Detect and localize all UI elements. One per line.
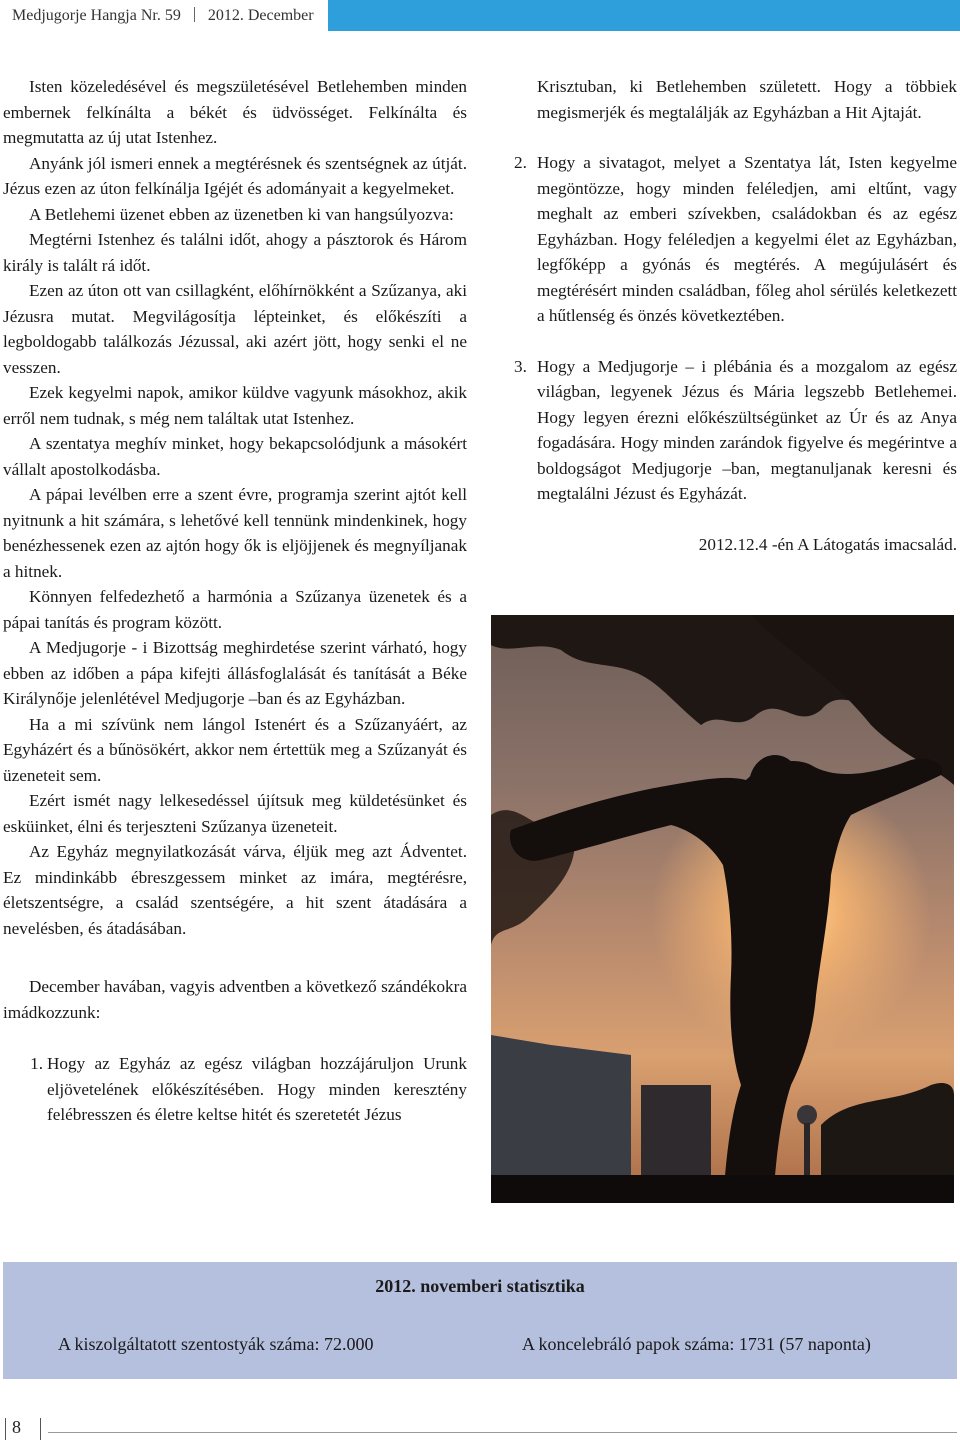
paragraph: Az Egyház megnyilatkozását várva, éljük meg azt Ádventet. Ez mindinkább ébreszgessem minket az imára, megtérésre, életszentségre, a család szentségére, a hit szent átadására a nevelésben, és átadásában. [3, 842, 467, 938]
signature-date: 2012.12.4 -én A Látogatás imacsalád. [698, 534, 957, 554]
paragraph: Megtérni Istenhez és találni időt, ahogy a pásztorok és Három király is talált rá időt. [3, 230, 467, 275]
paragraph: Ezek kegyelmi napok, amikor küldve vagyunk másokhoz, akik erről nem tudnak, s még nem találtak utat Istenhez. [3, 383, 467, 428]
intention-1-continuation: Krisztuban, ki Betlehemben született. Hogy a többiek megismerjék és megtalálják az Egyházban a Hit Ajtaját. [537, 77, 957, 122]
paragraph: Ezen az úton ott van csillagként, előhírnökként a Szűzanya, aki Jézusra mutat. Megvilágosítja lépteinket, és előkészíti a legboldogabb találkozás Jézussal, aki azért jött, hogy senki el ne vesszen. [3, 281, 467, 377]
paragraph: Ezért ismét nagy lelkesedéssel újítsuk meg küldetésünket és esküinket, élni és terjeszteni Szűzanya üzeneteit. [3, 791, 467, 836]
running-header [0, 0, 328, 31]
paragraph: A szentatya meghív minket, hogy bekapcsolódjunk a másokért vállalt apostolkodásba. [3, 434, 467, 479]
paragraph: A Medjugorje - i Bizottság meghirdetése szerint várható, hogy ebben az időben a pápa kifejti állásfoglalását és tanítását a Béke Királynője jelenlétével Medjugorje –ban és az Egyházban. [3, 638, 467, 708]
right-column [514, 74, 957, 557]
intentions-intro: December havában, vagyis adventben a következő szándékokra imádkozzunk: [3, 977, 467, 1022]
footer-bar-left [5, 1418, 6, 1440]
priests-stat: A koncelebráló papok száma: 1731 (57 naponta) [522, 1334, 871, 1354]
left-column [3, 74, 467, 1128]
communions-stat: A kiszolgáltatott szentostyák száma: 72.000 [58, 1334, 374, 1354]
statistics-box [3, 1262, 957, 1379]
page-number: 8 [12, 1417, 21, 1437]
paragraph: Anyánk jól ismeri ennek a megtérésnek és szentségnek az útját. Jézus ezen az úton felkínálja Igéjét és adományait a kegyelmeket. [3, 153, 467, 198]
paragraph: Isten közeledésével és megszületésével Betlehemben minden embernek felkínálta a békét és üdvösséget. Felkínálta és megmutatta az új utat Istenhez. [3, 77, 467, 147]
crucifix-sunset-photo [491, 615, 954, 1203]
footer-bar-right [40, 1418, 41, 1440]
intention-number: 3. [514, 356, 527, 376]
intention-number: 1. [30, 1054, 43, 1073]
header-separator [194, 7, 195, 22]
intention-text: Hogy a sivatagot, melyet a Szentatya lát, Isten kegyelme megöntözze, hogy minden feléledjen, ami eltűnt, vagy meghalt az emberi szívekben, családokban és az egész Egyházban. Hogy feléledjen a kegyelmi élet az Egyházban, legfőképp a gyónás és megtérés. A megújulásért és megtérésért minden családban, főleg ahol sérülés keletkezett a hűtlenség és önzés következtében. [537, 153, 957, 325]
intention-item-2 [514, 150, 957, 329]
paragraph: Ha a mi szívünk nem lángol Istenért és a Szűzanyáért, az Egyházért és a bűnösökért, akkor nem értettük meg a Szűzanyát és üzeneteit sem. [3, 714, 467, 785]
intention-item-3 [514, 354, 957, 507]
paragraph: A Betlehemi üzenet ebben az üzenetben ki van hangsúlyozva: [29, 204, 454, 224]
intention-text: Hogy az Egyház az egész világban hozzájáruljon Urunk eljövetelének előkészítésében. Hogy minden keresztény felébresszen és életre keltse hitét és szeretetét Jézus [47, 1054, 467, 1124]
issue-date: 2012. December [207, 7, 314, 24]
intention-text: Hogy a Medjugorje – i plébánia és a mozgalom az egész világban, legyenek Jézus és Mária legszebb Betlehemei. Hogy legyen érezni előkészültségünket az Úr és az Anya fogadására. Hogy minden zarándok figyelve és megérintve a boldogságot Medjugorje –ban, megtanuljanak keresni és megtalálni Jézust és Egyházát. [537, 356, 957, 503]
intention-item-1 [3, 1051, 467, 1128]
crucifix-silhouette-image [491, 615, 954, 1203]
paragraph: Könnyen felfedezhető a harmónia a Szűzanya üzenetek és a pápai tanítás és program között. [3, 587, 467, 632]
intention-number: 2. [514, 153, 527, 172]
issue-number: Nr. 59 [140, 7, 181, 24]
footer-rule [48, 1432, 957, 1433]
paragraph: A pápai levélben erre a szent évre, programja szerint ajtót kell nyitnunk a hit számára, s lehetővé kell tennünk mindenkinek, hogy benézhessenek ezen az ajtón hogy ők is eljöjjenek és megnyíljanak a hitnek. [3, 485, 467, 581]
publication-name: Medjugorje Hangja [12, 7, 137, 24]
statistics-title: 2012. novemberi statisztika [375, 1276, 585, 1296]
